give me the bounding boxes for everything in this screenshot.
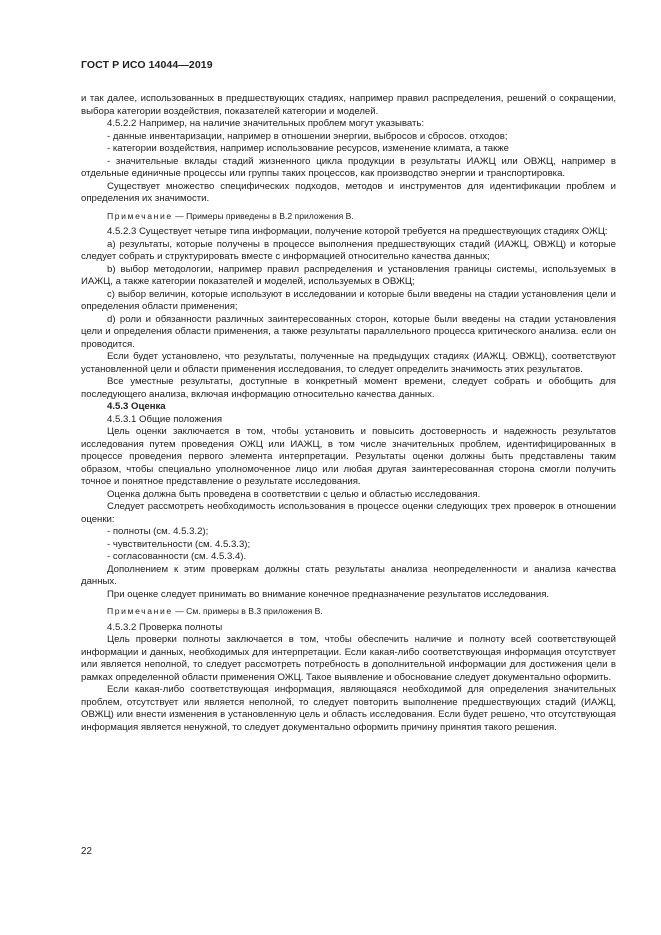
paragraph-collect-results: Все уместные результаты, доступные в конкретный момент времени, следует собрать и обобщить для последующего анализа, включая информацию относительно качества данных. (81, 376, 616, 400)
note-label: Примечание (107, 606, 173, 616)
note-1 (81, 210, 616, 223)
list-item-d: d) роли и обязанности различных заинтересованных сторон, которые были введены на стадии установления цели и определения области применения, а также результаты параллельного процесса критического анализа. если он проводится. (81, 313, 616, 350)
paragraph-evaluation-conduct: Оценка должна быть проведена в соответствии с целью и областью исследования. (107, 488, 481, 500)
section-heading-4-5-3: 4.5.3 Оценка (107, 401, 166, 412)
document-body (81, 93, 616, 734)
note-label: Примечание (107, 210, 173, 221)
list-item-c: c) выбор величин, которые используют в исследовании и которые были введены на стадии установления цели и определения области применения; (81, 288, 616, 312)
subsection-heading-4-5-3-1: 4.5.3.1 Общие положения (107, 413, 223, 425)
list-item-impact-categories: - категории воздействия, например использование ресурсов, изменение климата, а также (107, 143, 510, 154)
list-item-a: a) результаты, которые получены в процессе выполнения предшествующих стадий (ИАЖЦ, ОВЖЦ) и которые следует собрать и структурировать вместе с информацией относительно качества данных; (81, 238, 616, 262)
note-text: — Примеры приведены в В.2 приложения В. (172, 210, 354, 221)
list-item-inventory: - данные инвентаризации, например в отношении энергии, выбросов и сбросов. отходов; (107, 130, 508, 142)
paragraph-three-checks: Следует рассмотреть необходимость использования в процессе оценки следующих трех проверок в отношении оценки: (81, 501, 616, 525)
page-number: 22 (81, 846, 92, 857)
document-header: ГОСТ Р ИСО 14044—2019 (81, 59, 213, 71)
list-item-completeness: - полноты (см. 4.5.3.2); (107, 526, 209, 537)
paragraph-4-5-2-3: 4.5.2.3 Существует четыре типа информации, получение которой требуется на предшествующих стадиях ОЖЦ: (107, 226, 608, 237)
paragraph-4-5-2-2: 4.5.2.2 Например, на наличие значительных проблем могут указывать: (107, 118, 425, 129)
subsection-heading-4-5-3-2: 4.5.3.2 Проверка полноты (107, 621, 223, 633)
list-item-lifecycle-contributions: - значительные вклады стадий жизненного цикла продукции в результаты ИАЖЦ или ОВЖЦ, например в отдельные единичные процессы или группы таких процессов, как производство энергии и транспортировка. (81, 155, 616, 179)
note-2 (81, 605, 616, 618)
list-item-consistency: - согласованности (см. 4.5.3.4). (107, 551, 247, 562)
paragraph-significance: Если будет установлено, что результаты, полученные на предыдущих стадиях (ИАЖЦ. ОВЖЦ), соответствуют установленной цели и области применения исследования, то следует определить значимость этих результатов. (81, 351, 616, 375)
note-text: — См. примеры в В.3 приложения В. (172, 606, 323, 616)
paragraph-completeness-goal: Цель проверки полноты заключается в том, чтобы обеспечить наличие и полноту всей соответствующей информации и данных, необходимых для интерпретации. Если какая-либо соответствующая информация отсутствует или является неполной, то следует рассмотреть потребность в дополнительной информации для достижения цели в рамках определенной области применения ОЖЦ. Такое выявление и обоснование следует документально оформить. (81, 634, 616, 683)
paragraph-final-purpose: При оценке следует принимать во внимание конечное предназначение результатов исследования. (107, 588, 550, 600)
paragraph-continuation: и так далее, использованных в предшествующих стадиях, например правил распределения, решений о сокращении, выбора категории воздействия, показателей категории и моделей. (81, 93, 616, 117)
paragraph-evaluation-goal: Цель оценки заключается в том, чтобы установить и повысить достоверность и надежность результатов исследования путем проведения ОЖЦ или ИАЖЦ, в том числе значительных проблем, идентифицированных в процессе проведения первого элемента интерпретации. Результаты оценки должны быть представлены таким образом, чтобы специально уполномоченное лицо или любая другая заинтересованная сторона смогли получить точное и понятное представление о результате исследования. (81, 426, 616, 487)
paragraph-missing-info: Если какая-либо соответствующая информация, являющаяся необходимой для определения значительных проблем, отсутствует или является неполной, то следует повторить выполнение предшествующих стадий (ИАЖЦ, ОВЖЦ) или внести изменения в установленную цель и область исследования. Если будет решено, что отсутствующая информация является ненужной, то следует документально оформить причину принятия такого решения. (81, 684, 616, 733)
paragraph-approaches: Существует множество специфических подходов, методов и инструментов для идентификации проблем и определения их значимости. (81, 180, 616, 204)
list-item-sensitivity: - чувствительности (см. 4.5.3.3); (107, 538, 251, 550)
paragraph-uncertainty: Дополнением к этим проверкам должны стать результаты анализа неопределенности и анализа качества данных. (81, 563, 616, 587)
list-item-b: b) выбор методологии, например правил распределения и установления границы системы, используемых в ИАЖЦ, а также категории показателей и моделей, используемых в ОВЖЦ; (81, 263, 616, 287)
